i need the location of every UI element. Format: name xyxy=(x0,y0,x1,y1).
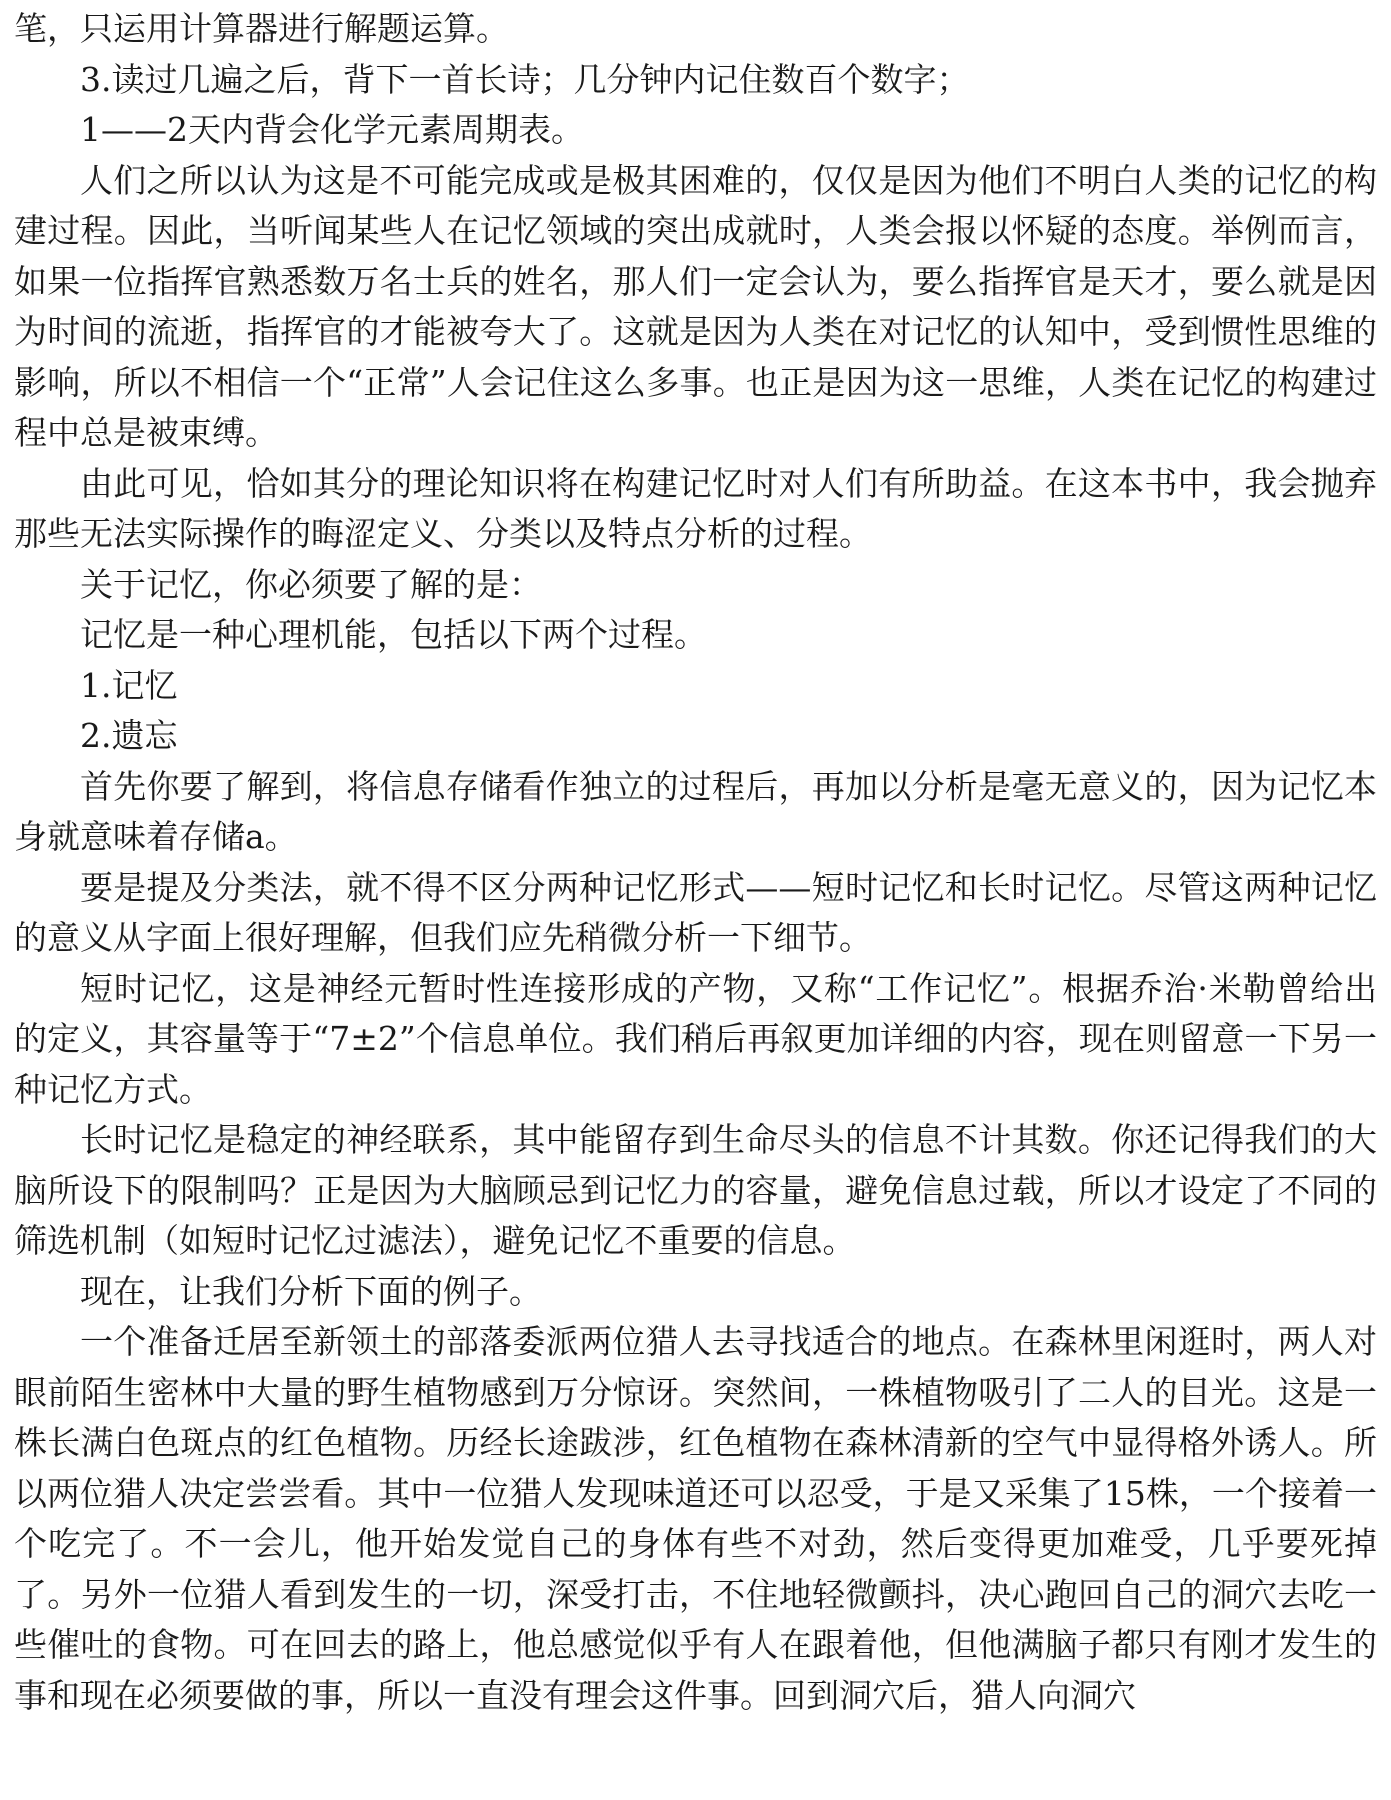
paragraph-15: 一个准备迁居至新领土的部落委派两位猎人去寻找适合的地点。在森林里闲逛时，两人对眼前陌生密林中大量的野生植物感到万分惊讶。突然间，一株植物吸引了二人的目光。这是一株长满白色斑点的红色植物。历经长途跋涉，红色植物在森林清新的空气中显得格外诱人。所以两位猎人决定尝尝看。其中一位猎人发现味道还可以忍受，于是又采集了15株，一个接着一个吃完了。不一会儿，他开始发觉自己的身体有些不对劲，然后变得更加难受，几乎要死掉了。另外一位猎人看到发生的一切，深受打击，不住地轻微颤抖，决心跑回自己的洞穴去吃一些催吐的食物。可在回去的路上，他总感觉似乎有人在跟着他，但他满脑子都只有刚才发生的事和现在必须要做的事，所以一直没有理会这件事。回到洞穴后，猎人向洞穴 xyxy=(14,1322,1377,1715)
document-page xyxy=(14,4,1377,1721)
paragraph-10: 首先你要了解到，将信息存储看作独立的过程后，再加以分析是毫无意义的，因为记忆本身就意味着存储a。 xyxy=(14,766,1377,856)
paragraph-5: 由此可见，恰如其分的理论知识将在构建记忆时对人们有所助益。在这本书中，我会抛弃那些无法实际操作的晦涩定义、分类以及特点分析的过程。 xyxy=(14,463,1377,553)
paragraph-13: 长时记忆是稳定的神经联系，其中能留存到生命尽头的信息不计其数。你还记得我们的大脑所设下的限制吗？正是因为大脑顾忌到记忆力的容量，避免信息过载，所以才设定了不同的筛选机制（如短时记忆过滤法），避免记忆不重要的信息。 xyxy=(14,1120,1377,1260)
paragraph-3: 1——2天内背会化学元素周期表。 xyxy=(80,110,584,149)
paragraph-8: 1.记忆 xyxy=(80,665,178,705)
paragraph-11: 要是提及分类法，就不得不区分两种记忆形式——短时记忆和长时记忆。尽管这两种记忆的意义从字面上很好理解，但我们应先稍微分析一下细节。 xyxy=(14,867,1377,957)
paragraph-9: 2.遗忘 xyxy=(80,716,178,755)
paragraph-1: 笔，只运用计算器进行解题运算。 xyxy=(14,9,509,48)
paragraph-4: 人们之所以认为这是不可能完成或是极其困难的，仅仅是因为他们不明白人类的记忆的构建过程。因此，当听闻某些人在记忆领域的突出成就时，人类会报以怀疑的态度。举例而言，如果一位指挥官熟悉数万名士兵的姓名，那人们一定会认为，要么指挥官是天才，要么就是因为时间的流逝，指挥官的才能被夸大了。这就是因为人类在对记忆的认知中，受到惯性思维的影响，所以不相信一个“正常”人会记住这么多事。也正是因为这一思维，人类在记忆的构建过程中总是被束缚。 xyxy=(14,160,1377,452)
paragraph-14: 现在，让我们分析下面的例子。 xyxy=(80,1271,542,1311)
paragraph-12: 短时记忆，这是神经元暂时性连接形成的产物，又称“工作记忆”。根据乔治·米勒曾给出的定义，其容量等于“7±2”个信息单位。我们稍后再叙更加详细的内容，现在则留意一下另一种记忆方式。 xyxy=(14,968,1377,1109)
paragraph-6: 关于记忆，你必须要了解的是： xyxy=(80,564,542,604)
paragraph-7: 记忆是一种心理机能，包括以下两个过程。 xyxy=(80,615,707,654)
paragraph-2: 3.读过几遍之后，背下一首长诗；几分钟内记住数百个数字； xyxy=(80,59,970,99)
